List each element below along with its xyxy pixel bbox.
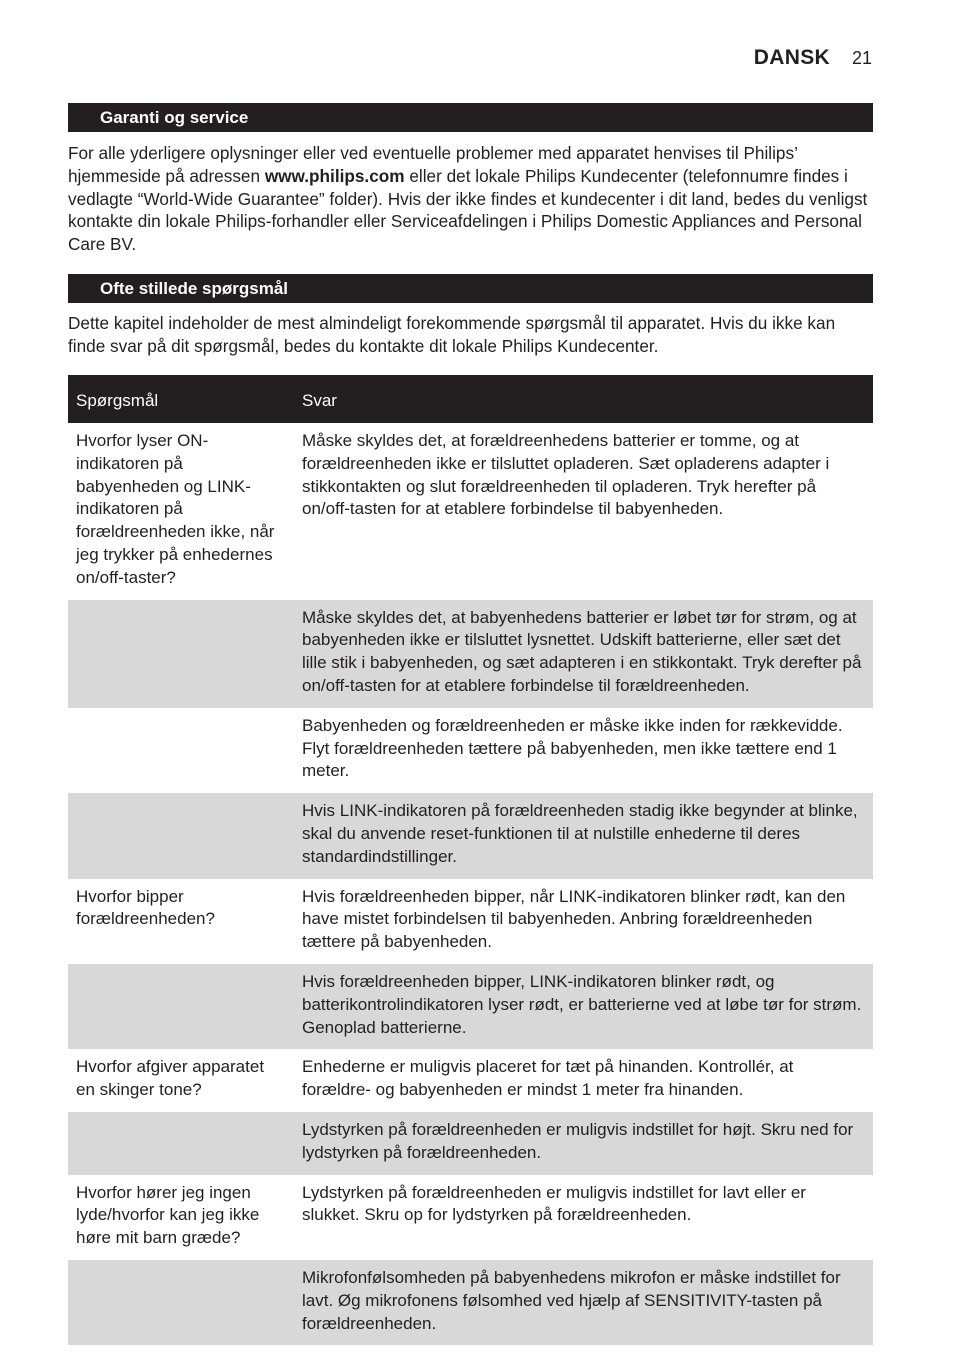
question-column-header: Spørgsmål <box>68 375 294 423</box>
answer-column-header: Svar <box>294 375 873 423</box>
faq-question <box>68 708 294 793</box>
section-heading-faq: Ofte stillede spørgsmål <box>68 274 873 303</box>
language-label: DANSK <box>753 46 830 69</box>
faq-answer: Hvis forældreenheden bipper, LINK-indikatoren blinker rødt, og batterikontrolindikatoren lyser rødt, er batterierne ved at løbe tør for strøm. Genoplad batterierne. <box>294 964 873 1049</box>
faq-answer: Babyenheden og forældreenheden er måske ikke inden for rækkevidde. Flyt forældreenheden tættere på babyenheden, men ikke tættere end 1 meter. <box>302 715 843 781</box>
faq-answer: Lydstyrken på forældreenheden er muligvis indstillet for højt. Skru ned for lydstyrken på forældreenheden. <box>294 1112 873 1175</box>
faq-answer: Måske skyldes det, at forældreenhedens batterier er tomme, og at forældreenheden ikke er tilsluttet opladeren. Sæt opladerens adapter i stikkontakten og slut forældreenheden til opladeren. Tryk herefter på on/off-tasten for at etablere forbindelse til babyenheden. <box>302 431 830 519</box>
faq-question: Hvorfor lyser ON-indikatoren på babyenheden og LINK-indikatoren på forældreenheden ikke, når jeg trykker på enhedernes on/off-taster? <box>76 431 275 587</box>
faq-row <box>68 600 873 708</box>
faq-row <box>68 1049 873 1112</box>
faq-question <box>68 964 294 1049</box>
faq-question <box>68 793 294 878</box>
faq-table <box>68 375 873 1345</box>
faq-row <box>68 964 873 1049</box>
faq-row <box>68 879 873 964</box>
faq-question <box>68 600 294 708</box>
warranty-paragraph <box>68 142 874 256</box>
warranty-text-start: For alle yderligere oplysninger eller ved eventuelle problemer med apparatet henvises til Philips’ hjemmeside på adressen <box>68 143 798 186</box>
faq-header-row <box>68 375 873 423</box>
faq-question <box>68 1260 294 1345</box>
faq-row <box>68 708 873 793</box>
faq-question: Hvorfor hører jeg ingen lyde/hvorfor kan jeg ikke høre mit barn græde? <box>76 1182 260 1248</box>
faq-row <box>68 423 873 600</box>
faq-question: Hvorfor afgiver apparatet en skinger tone? <box>76 1057 265 1100</box>
faq-row <box>68 793 873 878</box>
faq-row <box>68 1175 873 1260</box>
faq-answer: Hvis forældreenheden bipper, når LINK-indikatoren blinker rødt, kan den have mistet forbindelsen til babyenheden. Anbring forældreenheden tættere på babyenheden. <box>302 886 846 952</box>
faq-question: Hvorfor bipper forældreenheden? <box>76 886 215 929</box>
page-header <box>754 46 872 70</box>
faq-answer: Mikrofonfølsomheden på babyenhedens mikrofon er måske indstillet for lavt. Øg mikrofonens følsomhed ved hjælp af SENSITIVITY-tasten på forældreenheden. <box>294 1260 873 1345</box>
philips-url-link[interactable]: www.philips.com <box>264 165 405 186</box>
faq-answer: Måske skyldes det, at babyenhedens batterier er løbet tør for strøm, og at babyenheden ikke er tilsluttet lysnettet. Udskift batterierne, eller sæt det lille stik i babyenheden, og sæt adapteren i en stikkontakt. Tryk derefter på on/off-tasten for at etablere forbindelse til forældreenheden. <box>294 600 873 708</box>
faq-answer: Enhederne er muligvis placeret for tæt på hinanden. Kontrollér, at forældre- og babyenheden er mindst 1 meter fra hinanden. <box>302 1057 794 1100</box>
faq-answer: Hvis LINK-indikatoren på forældreenheden stadig ikke begynder at blinke, skal du anvende reset-funktionen til at nulstille enhederne til deres standardindstillinger. <box>294 793 873 878</box>
faq-intro-paragraph: Dette kapitel indeholder de mest almindeligt forekommende spørgsmål til apparatet. Hvis du ikke kan finde svar på dit spørgsmål, bedes du kontakte dit lokale Philips Kundecenter. <box>68 313 836 356</box>
section-heading-warranty: Garanti og service <box>68 103 873 132</box>
warranty-text-end: eller det lokale Philips Kundecenter (telefonnumre findes i vedlagte “World-Wide Guarantee” folder). Hvis der ikke findes et kundecenter i dit land, bedes du venligst kontakte din lokale Philips-forhandler eller Serviceafdelingen i Philips Domestic Appliances and Personal Care BV. <box>68 165 868 255</box>
faq-row <box>68 1112 873 1175</box>
faq-question <box>68 1112 294 1175</box>
faq-answer: Lydstyrken på forældreenheden er muligvis indstillet for lavt eller er slukket. Skru op for lydstyrken på forældreenheden. <box>302 1182 806 1225</box>
page-number: 21 <box>851 48 872 68</box>
faq-row <box>68 1260 873 1345</box>
